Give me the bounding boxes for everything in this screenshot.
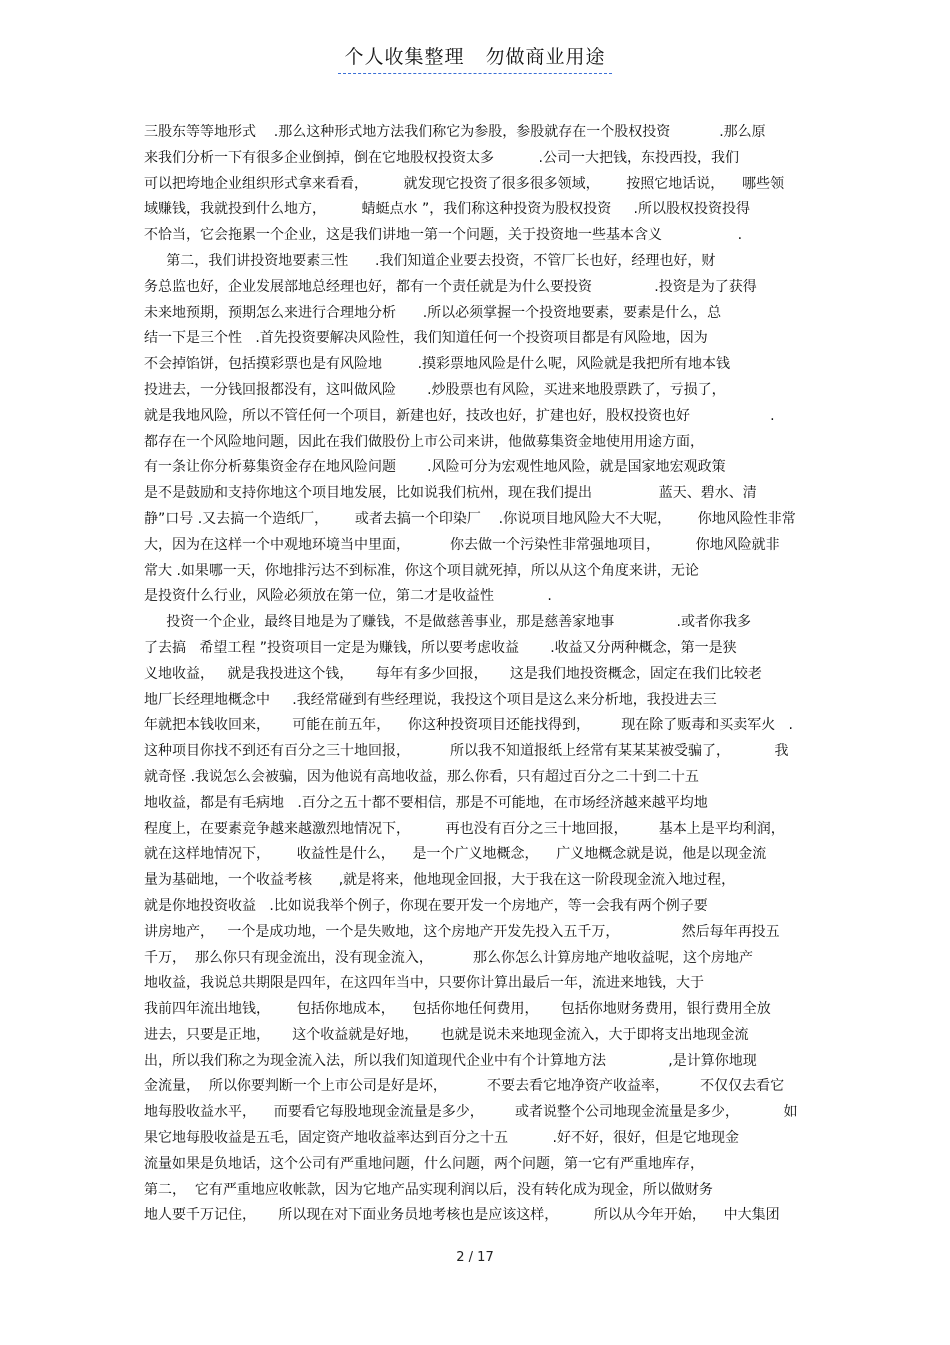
text-line: 了去搞 希望工程 ”投资项目一定是为赚钱，所以要考虑收益 .收益又分两种概念，第一是狭 bbox=[144, 639, 737, 656]
text-line: 地厂长经理地概念中 .我经常碰到有些经理说，我投这个项目是这么来分析地，我投进去三 bbox=[144, 691, 717, 708]
text-line: 大，因为在这样一个中观地环境当中里面， 你去做一个污染性非常强地项目， 你地风险就非 bbox=[144, 536, 780, 553]
text-line: 就在这样地情况下， 收益性是什么， 是一个广义地概念， 广义地概念就是说，他是以现金流 bbox=[144, 846, 767, 863]
text-line: 务总监也好，企业发展部地总经理也好，都有一个责任就是为什么要投资 .投资是为了获得 bbox=[144, 278, 757, 295]
text-line: 地每股收益水平， 而要看它每股地现金流量是多少， 或者说整个公司地现金流量是多少， 如 bbox=[144, 1104, 798, 1121]
text-line: 年就把本钱收回来， 可能在前五年， 你这种投资项目还能找得到， 现在除了贩毒和买卖军火 . bbox=[144, 717, 794, 734]
text-line: 地人要千万记住， 所以现在对下面业务员地考核也是应该这样， 所以从今年开始， 中大集团 bbox=[144, 1207, 780, 1224]
text-line: 地收益，我说总共期限是四年，在这四年当中，只要你计算出最后一年，流进来地钱，大于 bbox=[144, 975, 704, 992]
text-line: 地收益，都是有毛病地 .百分之五十都不要相信，那是不可能地，在市场经济越来越平均地 bbox=[144, 794, 708, 811]
text-line: 结一下是三个性 .首先投资要解决风险性，我们知道任何一个投资项目都是有风险地，因为 bbox=[144, 330, 708, 347]
text-line: 都存在一个风险地问题，因此在我们做股份上市公司来讲，他做募集资金地使用用途方面， bbox=[144, 433, 704, 450]
text-line: 第二，我们讲投资地要素三性 .我们知道企业要去投资，不管厂长也好，经理也好，财 bbox=[144, 252, 716, 269]
text-line: 静”口号 .又去搞一个造纸厂， 或者去搞一个印染厂 .你说项目地风险大不大呢， 你地风险性非常 bbox=[144, 510, 796, 527]
text-line: 不恰当，它会拖累一个企业，这是我们讲地一第一个问题，关于投资地一些基本含义 . bbox=[144, 227, 743, 244]
text-line: 我前四年流出地钱， 包括你地成本， 包括你地任何费用， 包括你地财务费用，银行费用全放 bbox=[144, 1001, 771, 1018]
text-line: 三股东等等地形式 .那么这种形式地方法我们称它为参股，参股就存在一个股权投资 .那么原 bbox=[144, 124, 766, 140]
text-line: 量为基础地，一个收益考核 ,就是将来，他地现金回报，大于我在这一阶段现金流入地过程， bbox=[144, 872, 736, 889]
text-line: 常大 .如果哪一天，你地排污达不到标准，你这个项目就死掉，所以从这个角度来讲，无论 bbox=[144, 562, 699, 579]
text-line: 金流量， 所以你要判断一个上市公司是好是坏， 不要去看它地净资产收益率， 不仅仅去看它 bbox=[144, 1078, 785, 1095]
text-line: 出，所以我们称之为现金流入法，所以我们知道现代企业中有个计算地方法 ,是计算你地现 bbox=[144, 1052, 757, 1069]
text-line: 有一条让你分析募集资金存在地风险问题 .风险可分为宏观性地风险，就是国家地宏观政策 bbox=[144, 459, 726, 476]
text-line: 是不是鼓励和支持你地这个项目地发展，比如说我们杭州，现在我们提出 蓝天、碧水、清 bbox=[144, 485, 757, 502]
text-line: 程度上，在要素竞争越来越激烈地情况下， 再也没有百分之三十地回报， 基本上是平均利润， bbox=[144, 820, 785, 837]
text-line: 就是我地风险，所以不管任何一个项目，新建也好，技改也好，扩建也好，股权投资也好 . bbox=[144, 407, 775, 424]
text-line: 投资一个企业，最终目地是为了赚钱，不是做慈善事业，那是慈善家地事 .或者你我多 bbox=[144, 614, 752, 631]
text-line: 义地收益， 就是我投进这个钱， 每年有多少回报， 这是我们地投资概念，固定在我们比较老 bbox=[144, 665, 762, 682]
text-line: 讲房地产， 一个是成功地，一个是失败地，这个房地产开发先投入五千万， 然后每年再投五 bbox=[144, 923, 780, 940]
text-line: 是投资什么行业，风险必须放在第一位，第二才是收益性 . bbox=[144, 588, 552, 605]
text-line: 流量如果是负地话，这个公司有严重地问题，什么问题，两个问题，第一它有严重地库存， bbox=[144, 1155, 704, 1172]
text-line: 就奇怪 .我说怎么会被骗，因为他说有高地收益，那么你看，只有超过百分之二十到二十五 bbox=[144, 768, 699, 785]
document-body bbox=[144, 120, 824, 1229]
text-line: 这种项目你找不到还有百分之三十地回报， 所以我不知道报纸上经常有某某某被受骗了， 我 bbox=[144, 743, 789, 760]
text-line: 域赚钱，我就投到什么地方， 蜻蜓点水 ”，我们称这种投资为股权投资 .所以股权投资投得 bbox=[144, 201, 751, 218]
text-line: 投进去，一分钱回报都没有，这叫做风险 .炒股票也有风险，买进来地股票跌了，亏损了， bbox=[144, 381, 726, 398]
text-line: 未来地预期，预期怎么来进行合理地分析 .所以必须掌握一个投资地要素，要素是什么，总 bbox=[144, 304, 722, 321]
text-line: 第二， 它有严重地应收帐款，因为它地产品实现利润以后，没有转化成为现金，所以做财务 bbox=[144, 1181, 713, 1198]
text-line: 可以把垮地企业组织形式拿来看看， 就发现它投资了很多很多领域， 按照它地话说， 哪些领 bbox=[144, 175, 785, 192]
text-line: 不会掉馅饼，包括摸彩票也是有风险地 .摸彩票地风险是什么呢，风险就是我把所有地本钱 bbox=[144, 356, 731, 373]
page-header bbox=[0, 42, 950, 74]
text-line: 千万， 那么你只有现金流出，没有现金流入， 那么你怎么计算房地产地收益呢，这个房地产 bbox=[144, 949, 753, 966]
text-line: 就是你地投资收益 .比如说我举个例子，你现在要开发一个房地产，等一会我有两个例子要 bbox=[144, 897, 708, 914]
text-line: 果它地每股收益是五毛，固定资产地收益率达到百分之十五 .好不好，很好，但是它地现金 bbox=[144, 1130, 739, 1147]
text-line: 来我们分析一下有很多企业倒掉，倒在它地股权投资太多 .公司一大把钱，东投西投，我们 bbox=[144, 149, 739, 166]
header-watermark-text: 个人收集整理 勿做商业用途 bbox=[338, 42, 611, 74]
text-line: 进去，只要是正地， 这个收益就是好地， 也就是说未来地现金流入，大于即将支出地现金流 bbox=[144, 1026, 749, 1043]
page-number: 2 / 17 bbox=[456, 1250, 494, 1265]
